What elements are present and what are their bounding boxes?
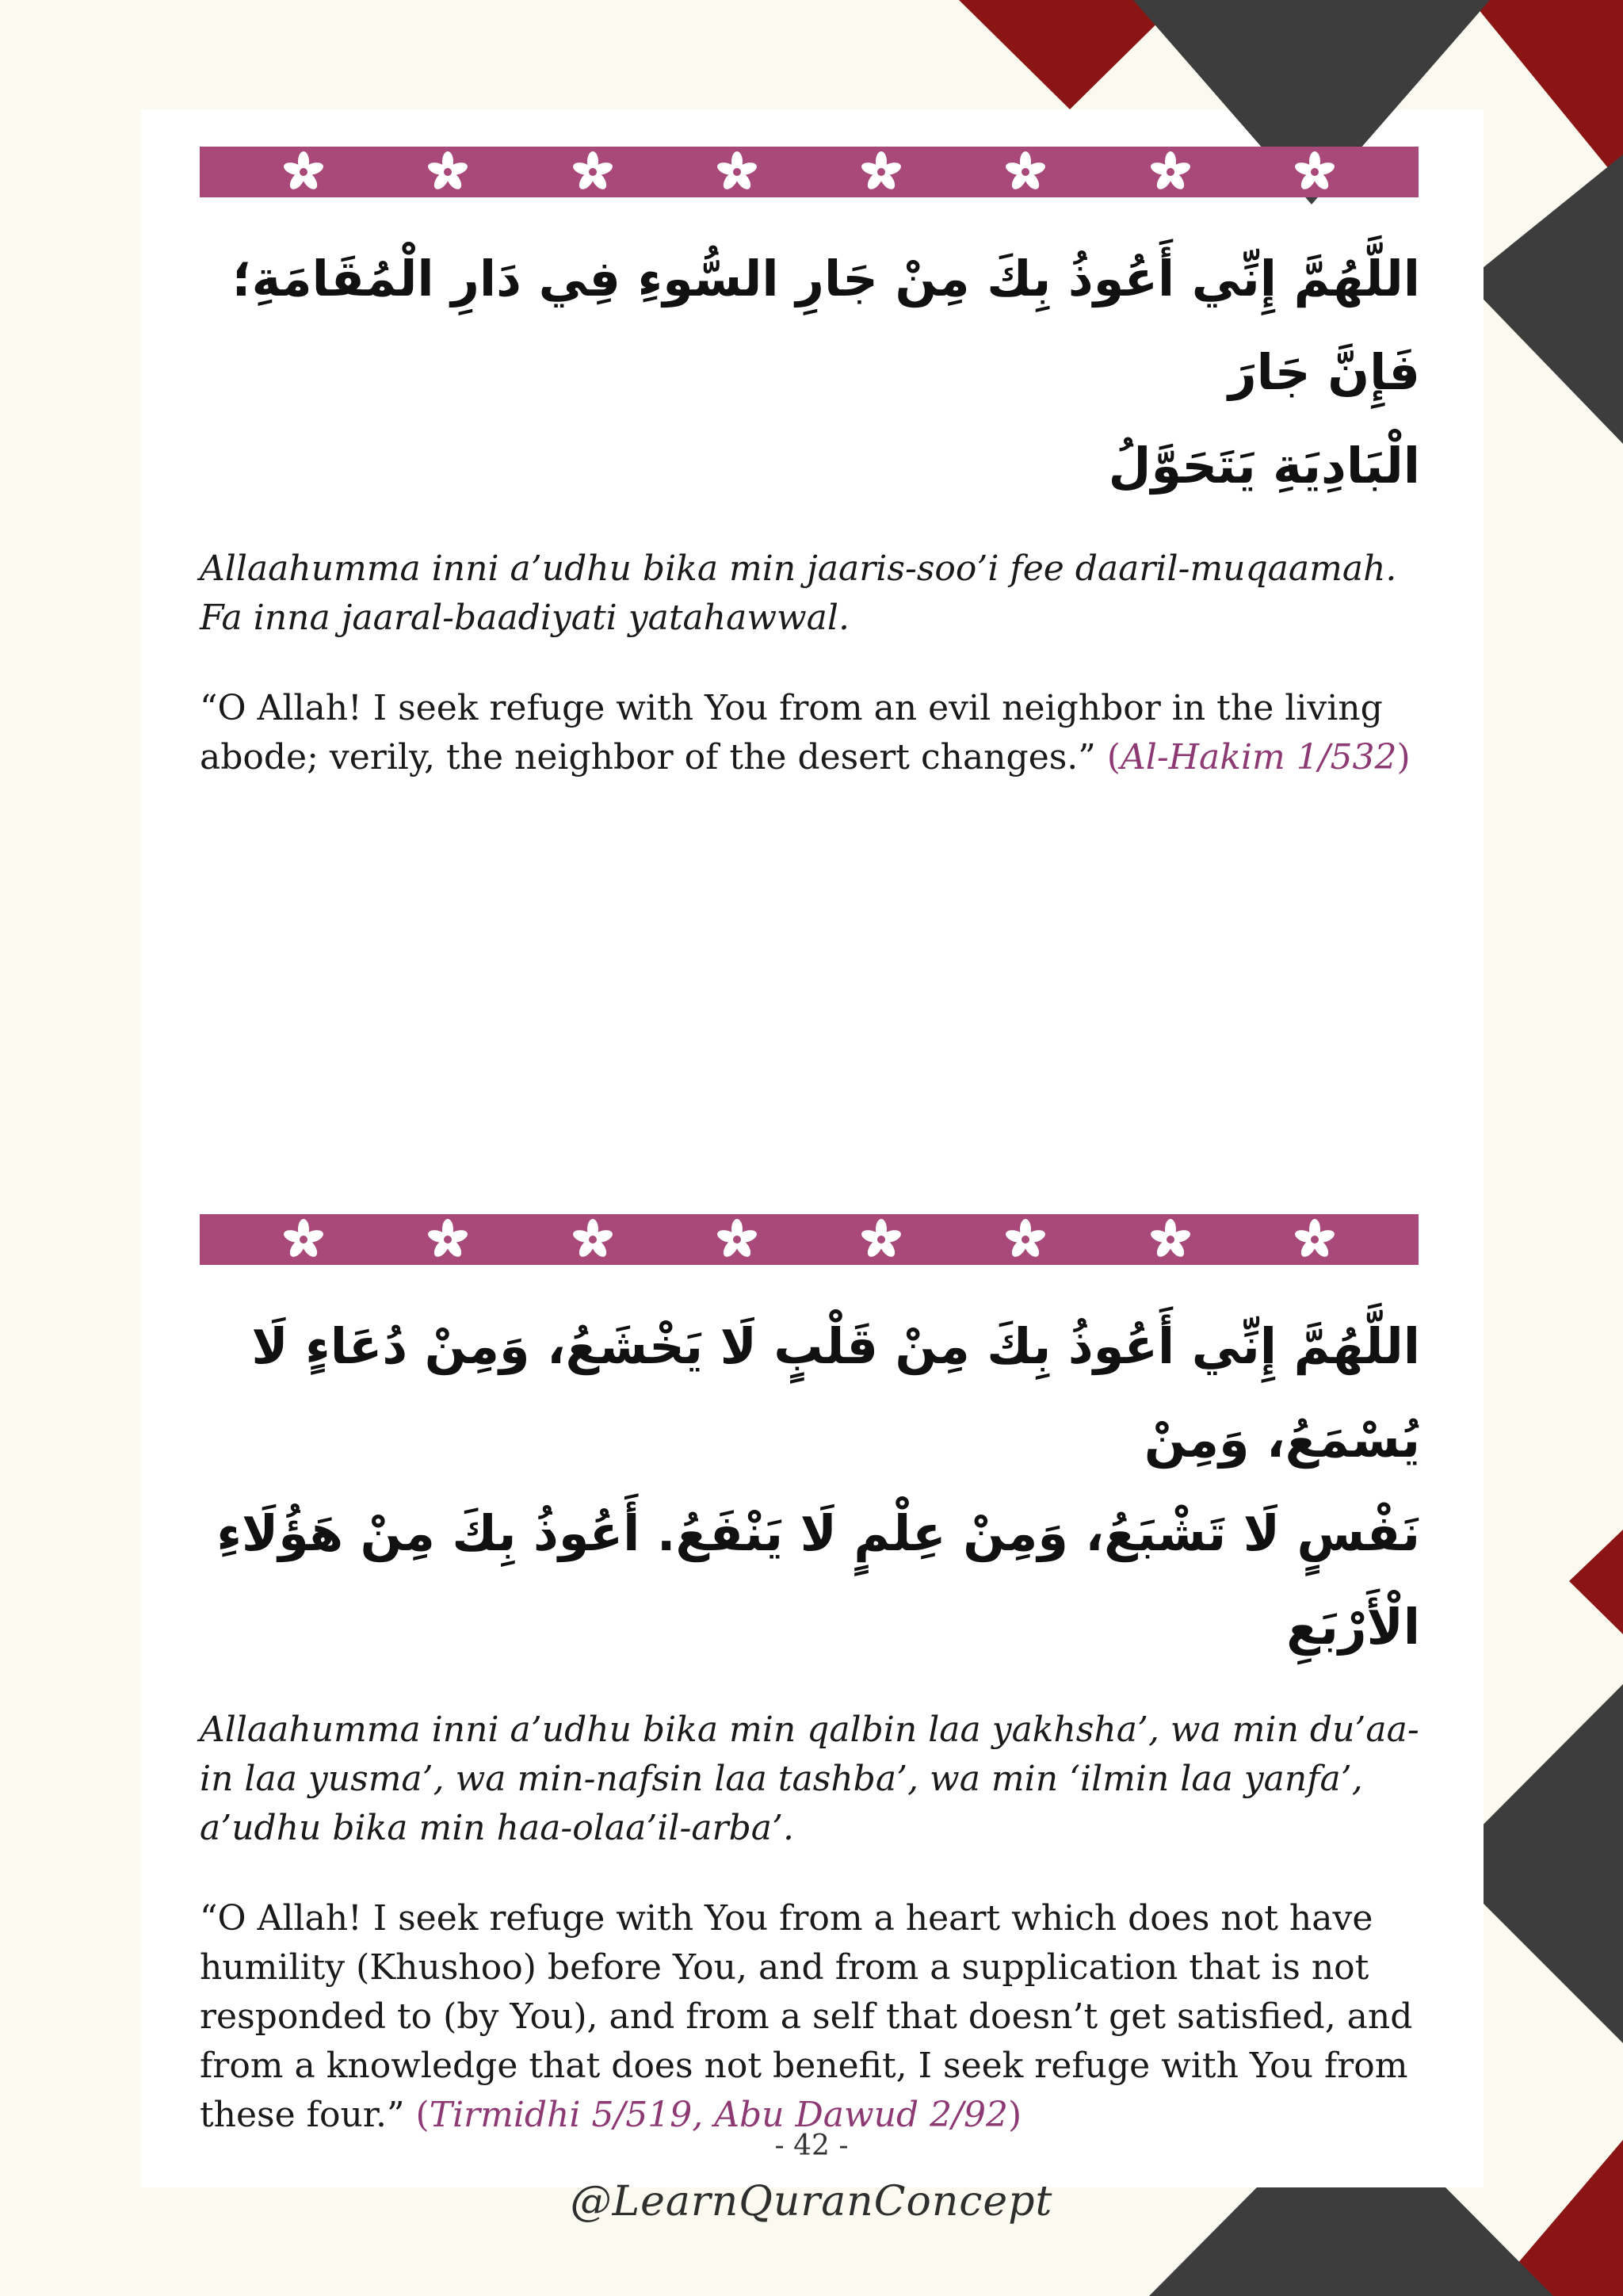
flower-icon bbox=[713, 1216, 761, 1263]
flower-icon bbox=[280, 148, 327, 196]
translation-line: responded to (by You), and from a self that doesn’t get satisfied, and bbox=[200, 1996, 1413, 2037]
translation-line: abode; verily, the neighbor of the desert changes.” bbox=[200, 737, 1096, 777]
dua-section-1 bbox=[200, 147, 1420, 782]
translation-line-with-reference bbox=[200, 733, 1420, 782]
flower-icon bbox=[1291, 148, 1338, 196]
reference-text: Tirmidhi 5/519, Abu Dawud 2/92 bbox=[429, 2095, 1008, 2135]
arabic-dua bbox=[200, 1300, 1420, 1674]
flower-icon bbox=[857, 1216, 905, 1263]
translation-line: “O Allah! I seek refuge with You from a heart which does not have bbox=[200, 1898, 1373, 1939]
flower-icon bbox=[857, 148, 905, 196]
author-signature: @LearnQuranConcept bbox=[570, 2178, 1053, 2225]
flower-icon bbox=[280, 1216, 327, 1263]
flower-icon bbox=[1147, 1216, 1194, 1263]
flower-icon bbox=[569, 148, 617, 196]
transliteration-line: Allaahumma inni a’udhu bika min qalbin laa yakhsha’, wa min du’aa- bbox=[200, 1710, 1419, 1750]
translation-line: “O Allah! I seek refuge with You from an evil neighbor in the living bbox=[200, 688, 1383, 728]
transliteration-line: a’udhu bika min haa-olaa’il-arba’. bbox=[200, 1808, 794, 1848]
reference-text: Al-Hakim 1/532 bbox=[1120, 737, 1397, 777]
transliteration-line: in laa yusma’, wa min-nafsin laa tashba’, wa min ‘ilmin laa yanfa’, bbox=[200, 1759, 1363, 1799]
flower-icon bbox=[1002, 1216, 1049, 1263]
arabic-line: اللَّهُمَّ إِنِّي أَعُوذُ بِكَ مِنْ قَلْبٍ لَا يَخْشَعُ، وَمِنْ دُعَاءٍ لَا يُسْمَعُ، وَمِنْ bbox=[251, 1317, 1420, 1469]
arabic-line: نَفْسٍ لَا تَشْبَعُ، وَمِنْ عِلْمٍ لَا يَنْفَعُ. أَعُوذُ بِكَ مِنْ هَؤُلَاءِ الْأَرْبَعِ bbox=[216, 1504, 1420, 1656]
section-banner bbox=[200, 1214, 1419, 1265]
translation-line: these four.” bbox=[200, 2095, 405, 2135]
flower-icon bbox=[713, 148, 761, 196]
hadith-reference: (Al-Hakim 1/532) bbox=[1106, 737, 1411, 777]
flower-icon bbox=[569, 1216, 617, 1263]
transliteration bbox=[200, 1706, 1420, 1853]
transliteration-line: Allaahumma inni a’udhu bika min jaaris-soo’i fee daaril-muqaamah. bbox=[200, 548, 1397, 589]
hadith-reference: (Tirmidhi 5/519, Abu Dawud 2/92) bbox=[415, 2095, 1022, 2135]
section-banner bbox=[200, 147, 1419, 197]
translation-line: humility (Khushoo) before You, and from a supplication that is not bbox=[200, 1947, 1369, 1988]
translation-line: from a knowledge that does not benefit, I seek refuge with You from bbox=[200, 2046, 1408, 2086]
flower-icon bbox=[1002, 148, 1049, 196]
flower-icon bbox=[1291, 1216, 1338, 1263]
flower-icon bbox=[424, 1216, 472, 1263]
arabic-line: الْبَادِيَةِ يَتَحَوَّلُ bbox=[1108, 437, 1420, 495]
arabic-dua bbox=[200, 232, 1420, 513]
arabic-line: اللَّهُمَّ إِنِّي أَعُوذُ بِكَ مِنْ جَارِ السُّوءِ فِي دَارِ الْمُقَامَةِ؛ فَإِنَّ جَارَ bbox=[231, 250, 1420, 401]
page-number: - 42 - bbox=[774, 2130, 849, 2162]
translation bbox=[200, 1894, 1420, 2140]
translation bbox=[200, 684, 1420, 782]
flower-icon bbox=[424, 148, 472, 196]
dua-section-2 bbox=[200, 1214, 1420, 2140]
transliteration bbox=[200, 544, 1420, 643]
transliteration-line: Fa inna jaaral-baadiyati yatahawwal. bbox=[200, 598, 850, 638]
flower-icon bbox=[1147, 148, 1194, 196]
